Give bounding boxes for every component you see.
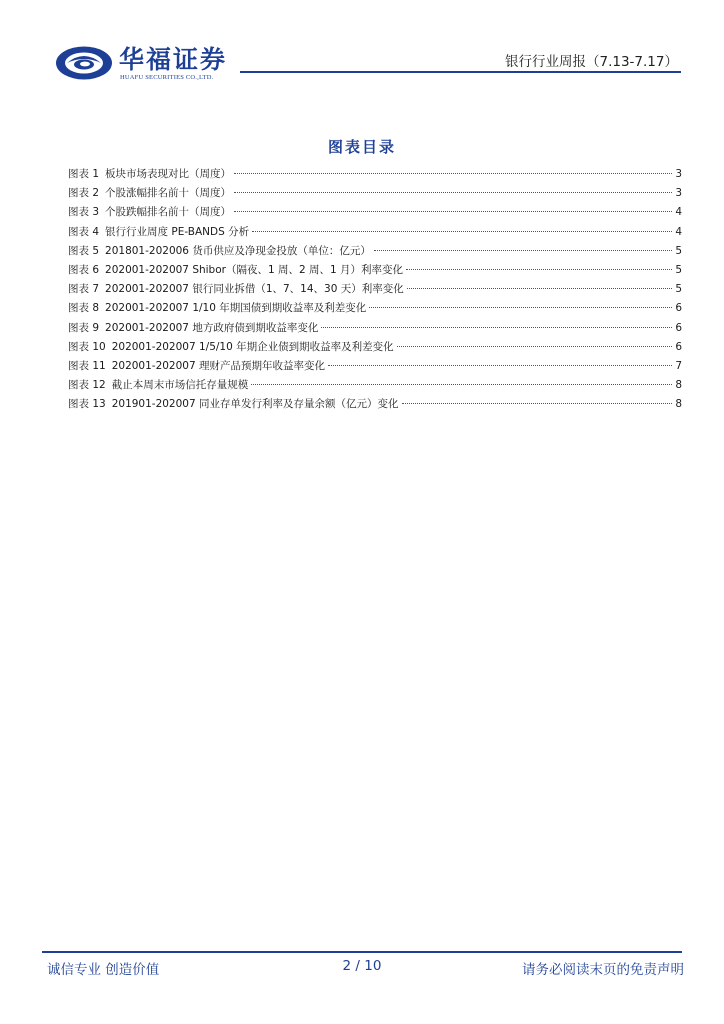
toc-dot-leader [407, 288, 673, 289]
toc-dot-leader [397, 346, 673, 347]
toc-entry[interactable] [68, 396, 682, 415]
figure-toc-list [68, 166, 682, 415]
toc-entry-page: 7 [675, 359, 682, 372]
toc-entry-label: 图表 11 [68, 359, 106, 372]
toc-entry-title: 截止本周末市场信托存量规模 [111, 379, 249, 392]
toc-entry[interactable] [68, 262, 682, 281]
toc-entry-title: 202001-202007 理财产品预期年收益率变化 [111, 359, 325, 372]
toc-entry-page: 6 [675, 302, 682, 315]
toc-entry-label: 图表 9 [68, 321, 100, 334]
toc-entry-title: 202001-202007 1/5/10 年期企业债到期收益率及利差变化 [111, 340, 394, 353]
company-name-cn: 华福证券 [119, 45, 228, 74]
toc-entry[interactable] [68, 204, 682, 223]
toc-dot-leader [321, 327, 672, 328]
company-logo-icon [54, 44, 114, 82]
page-number: 2 / 10 [342, 958, 382, 974]
toc-entry-label: 图表 6 [68, 263, 100, 276]
page-footer [0, 940, 724, 1024]
toc-entry-label: 图表 1 [68, 168, 100, 180]
toc-entry-page: 4 [675, 206, 682, 219]
toc-entry[interactable] [68, 224, 682, 243]
toc-entry-page: 3 [675, 168, 682, 180]
toc-entry[interactable] [68, 358, 682, 377]
toc-dot-leader [328, 365, 672, 366]
toc-entry-title: 202001-202007 1/10 年期国债到期收益率及利差变化 [105, 302, 367, 315]
toc-entry[interactable] [68, 320, 682, 339]
toc-entry-title: 个股跌幅排名前十（周度） [105, 206, 232, 219]
toc-dot-leader [251, 384, 672, 385]
toc-entry-title: 202001-202007 地方政府债到期收益率变化 [105, 321, 319, 334]
toc-dot-leader [402, 403, 673, 404]
toc-entry-label: 图表 7 [68, 283, 100, 296]
toc-entry-title: 板块市场表现对比（周度） [105, 168, 232, 180]
footer-slogan: 诚信专业 创造价值 [47, 962, 160, 978]
toc-entry-page: 5 [675, 283, 682, 296]
report-title: 银行行业周报（7.13-7.17） [505, 54, 678, 70]
toc-dot-leader [369, 307, 672, 308]
toc-entry-page: 6 [675, 340, 682, 353]
toc-entry[interactable] [68, 166, 682, 185]
company-name-en: HUAFU SECURITIES CO.,LTD. [120, 74, 214, 81]
toc-entry-page: 5 [675, 244, 682, 257]
toc-dot-leader [252, 231, 672, 232]
toc-dot-leader [406, 269, 672, 270]
header-divider [240, 71, 681, 73]
toc-entry-page: 4 [675, 225, 682, 238]
page-header [0, 0, 724, 90]
toc-entry-label: 图表 13 [68, 398, 106, 411]
toc-heading: 图表目录 [327, 138, 396, 156]
toc-entry-page: 5 [675, 263, 682, 276]
toc-dot-leader [234, 211, 672, 212]
disclaimer-note: 请务必阅读末页的免责声明 [522, 962, 684, 978]
toc-entry-label: 图表 2 [68, 187, 100, 200]
toc-entry[interactable] [68, 243, 682, 262]
toc-entry[interactable] [68, 300, 682, 319]
toc-entry-title: 201801-202006 货币供应及净现金投放（单位：亿元） [105, 244, 371, 257]
toc-entry-title: 银行行业周度 PE-BANDS 分析 [105, 225, 250, 238]
toc-entry-label: 图表 10 [68, 340, 106, 353]
toc-dot-leader [234, 192, 672, 193]
toc-entry[interactable] [68, 339, 682, 358]
toc-entry[interactable] [68, 377, 682, 396]
toc-entry-title: 201901-202007 同业存单发行利率及存量余额（亿元）变化 [111, 398, 399, 411]
toc-entry-page: 3 [675, 187, 682, 200]
toc-entry-title: 202001-202007 银行同业拆借（1、7、14、30 天）利率变化 [105, 283, 404, 296]
toc-entry-title: 202001-202007 Shibor（隔夜、1 周、2 周、1 月）利率变化 [105, 263, 404, 276]
toc-entry-page: 8 [675, 379, 682, 392]
toc-entry-page: 8 [675, 398, 682, 411]
toc-dot-leader [234, 173, 672, 174]
toc-entry-label: 图表 12 [68, 379, 106, 392]
footer-divider [42, 951, 682, 953]
toc-entry[interactable] [68, 185, 682, 204]
toc-entry-page: 6 [675, 321, 682, 334]
toc-entry-label: 图表 3 [68, 206, 100, 219]
toc-entry[interactable] [68, 281, 682, 300]
toc-entry-label: 图表 8 [68, 302, 100, 315]
toc-entry-label: 图表 4 [68, 225, 100, 238]
toc-dot-leader [374, 250, 672, 251]
toc-entry-label: 图表 5 [68, 244, 100, 257]
toc-entry-title: 个股涨幅排名前十（周度） [105, 187, 232, 200]
